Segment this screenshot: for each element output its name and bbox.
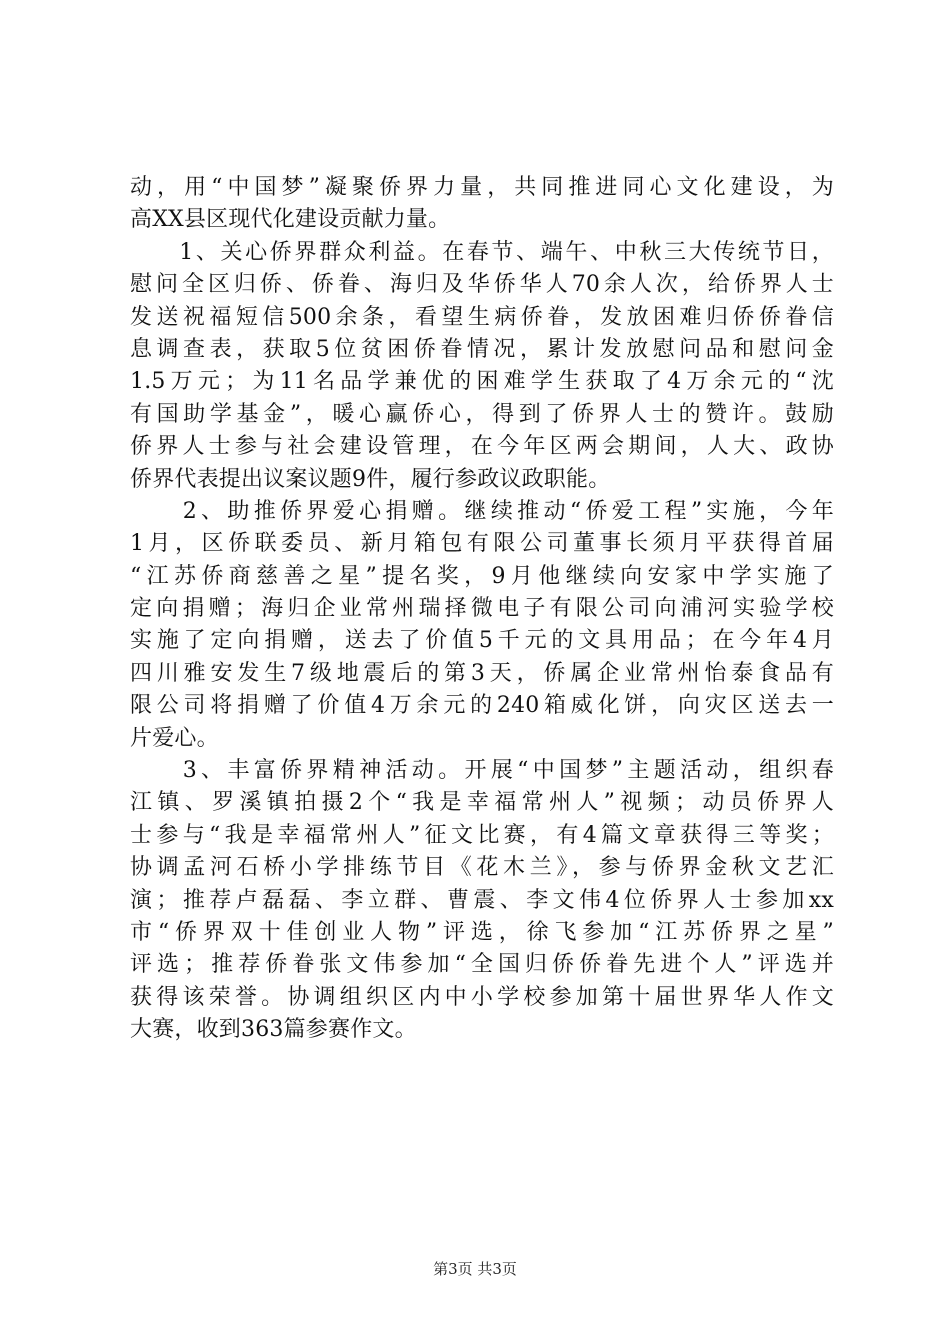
text-line: 1、关心侨界群众利益。在春节、端午、中秋三大传统节日，: [130, 239, 834, 265]
text-line: 市“侨界双十佳创业人物”评选，徐飞参加“江苏侨界之星”: [130, 919, 834, 945]
text-line: 1月，区侨联委员、新月箱包有限公司董事长须月平获得首届: [130, 531, 834, 557]
text-line: 发送祝福短信500余条，看望生病侨眷，发放困难归侨侨眷信: [130, 304, 834, 330]
text-line: 演；推荐卢磊磊、李立群、曹震、李文伟4位侨界人士参加xx: [130, 887, 834, 913]
text-line: 定向捐赠；海归企业常州瑞择微电子有限公司向浦河实验学校: [130, 596, 834, 622]
text-line: 2、助推侨界爱心捐赠。继续推动“侨爱工程”实施，今年: [130, 498, 834, 524]
text-line: 1.5万元；为11名品学兼优的困难学生获取了4万余元的“沈: [130, 369, 834, 395]
text-line: 慰问全区归侨、侨眷、海归及华侨华人70余人次，给侨界人士: [130, 272, 834, 298]
text-line: 息调查表，获取5位贫困侨眷情况，累计发放慰问品和慰问金: [130, 336, 834, 362]
text-line: 实施了定向捐赠，送去了价值5千元的文具用品；在今年4月: [130, 628, 834, 654]
text-line: 协调孟河石桥小学排练节目《花木兰》，参与侨界金秋文艺汇: [130, 855, 834, 881]
text-line: 士参与“我是幸福常州人”征文比赛，有4篇文章获得三等奖；: [130, 822, 834, 848]
text-line: 大赛，收到363篇参赛作文。: [130, 1017, 417, 1043]
text-line: 高XX县区现代化建设贡献力量。: [130, 207, 451, 233]
text-line: 限公司将捐赠了价值4万余元的240箱威化饼，向灾区送去一: [130, 693, 834, 719]
body-text: [130, 172, 834, 1047]
text-line: 片爱心。: [130, 725, 219, 751]
text-line: 江镇、罗溪镇拍摄2个“我是幸福常州人”视频；动员侨界人: [130, 790, 834, 816]
text-line: 3、丰富侨界精神活动。开展“中国梦”主题活动，组织春: [130, 758, 834, 784]
text-line: 评选；推荐侨眷张文伟参加“全国归侨侨眷先进个人”评选并: [130, 952, 834, 978]
text-line: 动，用“中国梦”凝聚侨界力量，共同推进同心文化建设，为: [130, 175, 834, 200]
text-line: 侨界人士参与社会建设管理，在今年区两会期间，人大、政协: [130, 434, 834, 460]
text-line: 侨界代表提出议案议题9件，履行参政议政职能。: [130, 466, 611, 492]
text-line: 四川雅安发生7级地震后的第3天，侨属企业常州怡泰食品有: [130, 660, 834, 686]
page-footer: 第3页 共3页: [433, 1260, 517, 1278]
text-line: 有国助学基金”，暖心赢侨心，得到了侨界人士的赞许。鼓励: [130, 401, 834, 427]
text-line: “江苏侨商慈善之星”提名奖，9月他继续向安家中学实施了: [130, 563, 834, 589]
text-line: 获得该荣誉。协调组织区内中小学校参加第十届世界华人作文: [130, 984, 834, 1010]
